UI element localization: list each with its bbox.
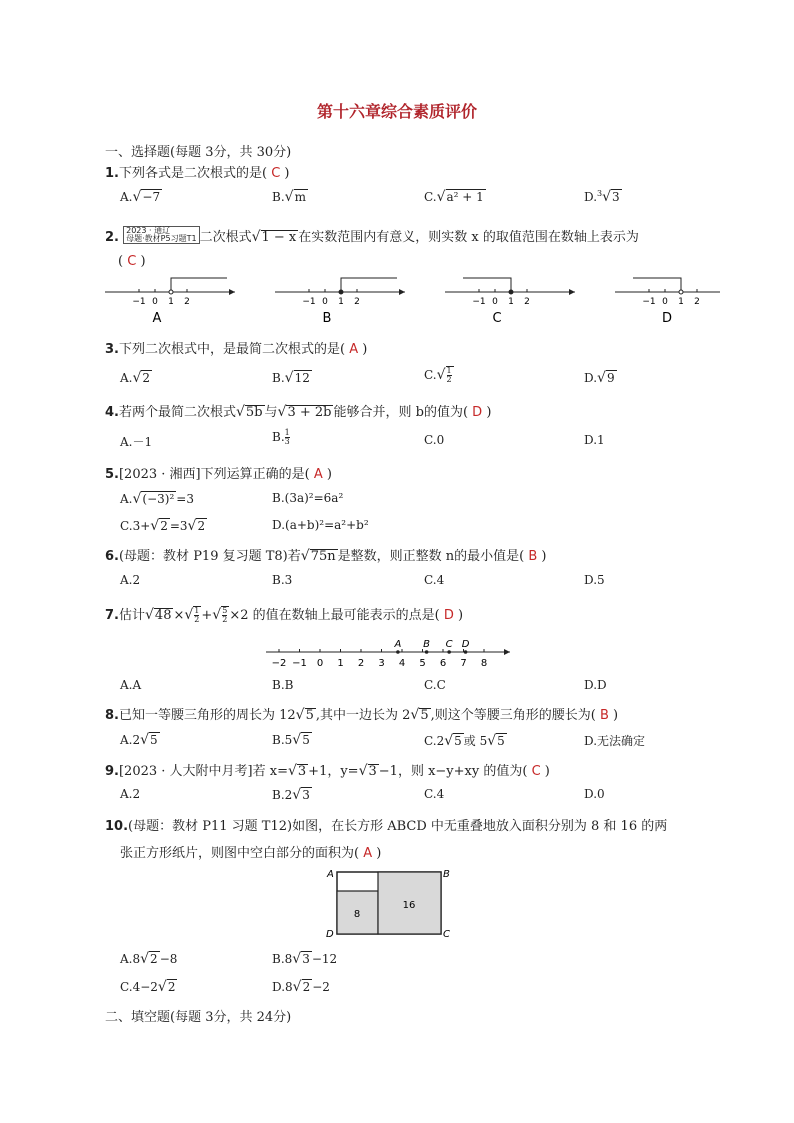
tick-label: −1 [472, 297, 486, 307]
option-d: D.$^3$√3 [584, 189, 620, 205]
point-marker [425, 650, 429, 654]
option-label: D [661, 311, 673, 326]
option-d: D.8√2 −2 [272, 979, 330, 995]
option-a: A.√(−3)² =3 [120, 491, 194, 507]
closed-point [509, 290, 513, 294]
option-a: A.2 [120, 573, 141, 587]
option-a: A.2 [120, 787, 141, 801]
tick-label: 1 [168, 297, 174, 307]
option-a: A.√2 [120, 370, 151, 386]
option-b: B.5√5 [272, 732, 310, 748]
point-marker [396, 650, 400, 654]
tick-label: 3 [378, 658, 385, 669]
tick-label: 8 [480, 658, 488, 669]
tick-label: 0 [152, 297, 158, 307]
tick-label: 1 [337, 658, 344, 669]
question-2-answer: ( C ) [118, 254, 146, 269]
solution-ray [463, 278, 511, 292]
corner-b: B [443, 869, 450, 880]
tick-label: 2 [184, 297, 190, 307]
option-a: A.√−7 [120, 189, 161, 205]
tick-label: 4 [398, 658, 406, 669]
option-d: D.无法确定 [584, 734, 646, 748]
option-a: A.－1 [120, 435, 153, 449]
arrow-icon [399, 289, 405, 295]
option-b: B. $\frac{1}{3}$ [272, 428, 290, 446]
solution-ray [633, 278, 681, 292]
option-b: B.B [272, 678, 294, 692]
question-8: 8.已知一等腰三角形的周长为 12√5 ,其中一边长为 2√5 ,则这个等腰三角形的腰长为( B ) [105, 707, 619, 723]
option-label: B [322, 311, 332, 326]
answer: A [313, 467, 323, 482]
tick-label: 1 [678, 297, 684, 307]
solution-ray [171, 278, 227, 292]
option-c: C.0 [424, 433, 445, 447]
question-9: 9.[2023 · 人大附中月考]若 x=√3 +1，y=√3 −1，则 x−y+xy 的值为( C ) [105, 763, 550, 779]
arrow-icon [569, 289, 575, 295]
question-7: 7.估计√48 ×√ $\frac{1}{2}$ +√ $\frac{5}{2}$ ×2 的值在数轴上最可能表示的点是( D ) [105, 606, 464, 624]
point-label: A [394, 639, 402, 650]
tick-label: 2 [524, 297, 530, 307]
question-3: 3.下列二次根式中，是最简二次根式的是( A ) [105, 342, 368, 357]
open-point [169, 290, 173, 294]
tick-label: 6 [439, 658, 447, 669]
tick-label: 5 [419, 658, 426, 669]
answer: B [599, 708, 609, 723]
question-6: 6.(母题：教材 P19 复习题 T8)若√75n 是整数，则正整数 n的最小值是( B ) [105, 548, 547, 564]
option-a: A.8√2 −8 [120, 951, 178, 967]
option-c: C.C [424, 678, 446, 692]
option-b: B.2√3 [272, 787, 310, 803]
closed-point [339, 290, 343, 294]
tick-label: 0 [662, 297, 668, 307]
point-marker [447, 650, 451, 654]
option-b: B.8√3 −12 [272, 951, 338, 967]
tick-label: 2 [357, 658, 365, 669]
option-a: A.2√5 [120, 732, 158, 748]
point-label: B [423, 639, 431, 650]
tick-label: −1 [132, 297, 146, 307]
question-10: 10.(母题：教材 P11 习题 T12)如图，在长方形 ABCD 中无重叠地放入面积分别为 8 和 16 的两 [105, 819, 668, 834]
rectangle-figure [322, 864, 462, 940]
open-point [679, 290, 683, 294]
answer: C [127, 254, 137, 269]
question-5: 5.[2023 · 湘西]下列运算正确的是( A ) [105, 467, 332, 482]
tick-label: 2 [694, 297, 700, 307]
section-heading: 一、选择题(每题 3分，共 30分) [105, 145, 292, 160]
answer: D [472, 405, 483, 420]
point-label: D [461, 639, 470, 650]
option-c: C.4 [424, 573, 445, 587]
number-line [260, 632, 520, 674]
option-c: C.3+√2 =3√2 [120, 518, 206, 534]
question-10-line2: 张正方形纸片，则图中空白部分的面积为( A ) [120, 846, 382, 861]
answer: C [271, 166, 281, 181]
number-line-options [100, 272, 720, 328]
answer: D [443, 608, 454, 623]
tick-label: −1 [642, 297, 656, 307]
option-c: C.√ $\frac{1}{2}$ [424, 366, 452, 384]
tick-label: −1 [302, 297, 316, 307]
question-1: 1.下列各式是二次根式的是( C ) [105, 166, 290, 181]
tick-label: −2 [271, 658, 287, 669]
page-title: 第十六章综合素质评价 [316, 102, 477, 121]
arrow-icon [504, 649, 510, 655]
tick-label: 0 [322, 297, 328, 307]
option-b: B.√m [272, 189, 306, 205]
option-label: A [152, 311, 162, 326]
small-square-label: 8 [353, 909, 361, 920]
option-label: C [492, 311, 502, 326]
option-b: B.√12 [272, 370, 310, 386]
corner-a: A [327, 869, 334, 880]
corner-c: C [443, 929, 450, 940]
answer: B [528, 549, 538, 564]
tick-label: 1 [508, 297, 514, 307]
tick-label: 0 [316, 658, 324, 669]
option-d: D.√9 [584, 370, 615, 386]
solution-ray [341, 278, 397, 292]
point-label: C [445, 639, 453, 650]
answer: A [349, 342, 359, 357]
option-b: B.(3a)²=6a² [272, 491, 344, 505]
tick-label: 2 [354, 297, 360, 307]
option-b: B.3 [272, 573, 293, 587]
tick-label: 1 [338, 297, 344, 307]
tick-label: 0 [492, 297, 498, 307]
section-heading-2: 二、填空题(每题 3分，共 24分) [105, 1010, 292, 1025]
option-d: D.(a+b)²=a²+b² [272, 518, 369, 532]
corner-d: D [326, 929, 334, 940]
option-c: C.2√5 或 5√5 [424, 733, 505, 749]
point-marker [464, 650, 468, 654]
option-d: D.D [584, 678, 607, 692]
big-square-label: 16 [402, 900, 416, 911]
question-2: 2. 2023 · 通辽 母题·教材P5习题T1 二次根式√1 − x 在实数范围内有意义，则实数 x 的取值范围在数轴上表示为 [105, 226, 639, 245]
option-c: C.4 [424, 787, 445, 801]
question-4: 4.若两个最简二次根式√5b 与√3 + 2b 能够合并，则 b的值为( D ) [105, 404, 492, 420]
option-c: C.4−2√2 [120, 979, 176, 995]
answer: C [531, 764, 541, 779]
option-d: D.1 [584, 433, 605, 447]
option-d: D.0 [584, 787, 605, 801]
tick-label: 7 [460, 658, 467, 669]
option-a: A.A [120, 678, 142, 692]
option-c: C.√a² + 1 [424, 189, 484, 205]
source-tag: 2023 · 通辽 母题·教材P5习题T1 [123, 226, 199, 244]
answer: A [363, 846, 373, 861]
option-d: D.5 [584, 573, 605, 587]
arrow-icon [229, 289, 235, 295]
tick-label: −1 [292, 658, 307, 669]
